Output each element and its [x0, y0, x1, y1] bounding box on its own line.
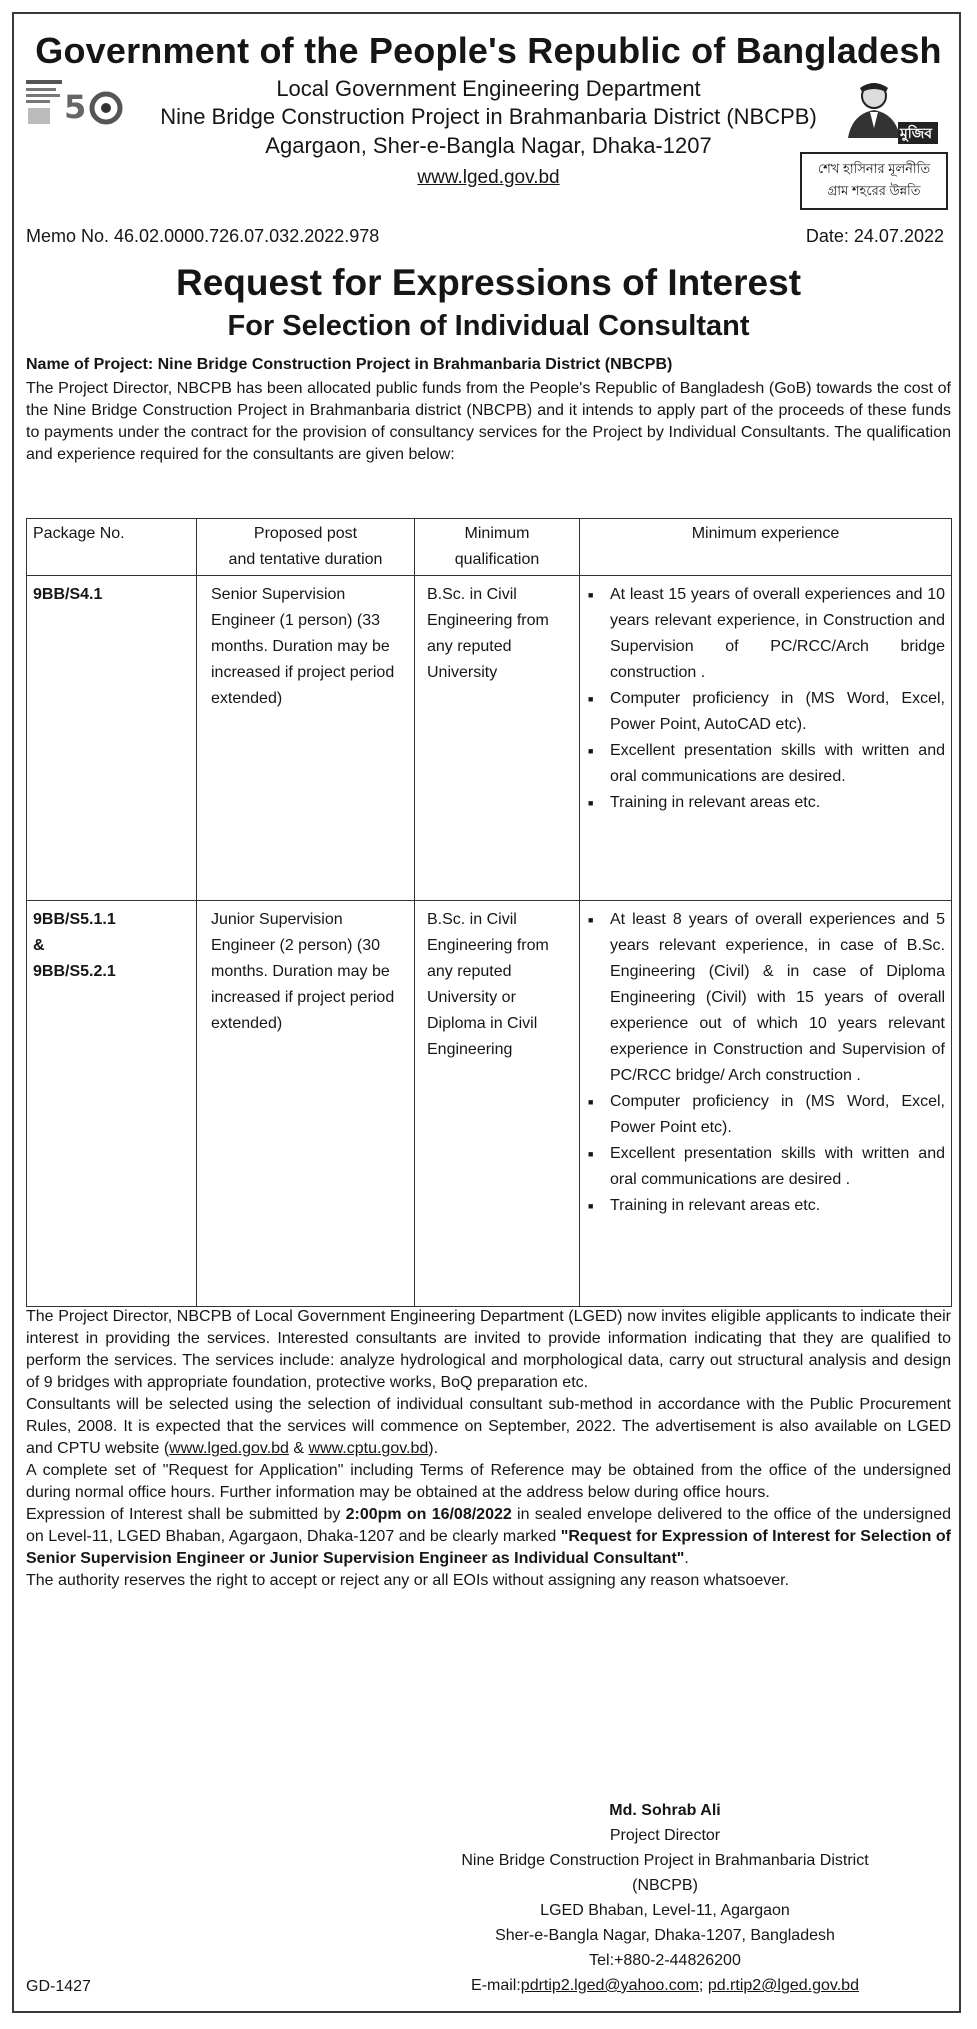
table-row — [27, 576, 952, 901]
header-post: Proposed post and tentative duration — [197, 519, 415, 576]
portrait-icon — [840, 78, 940, 150]
svg-text:5: 5 — [64, 88, 87, 126]
deadline: 2:00pm on 16/08/2022 — [345, 1506, 512, 1523]
cptu-website-link[interactable]: www.cptu.gov.bd — [308, 1440, 429, 1457]
post-cell: Senior Supervision Engineer (1 person) (33 months. Duration may be increased if project period extended) — [197, 576, 415, 901]
submission-paragraph: Expression of Interest shall be submitted by 2:00pm on 16/08/2022 in sealed envelope delivered to the office of the undersigned on Level-11, LGED Bhaban, Agargaon, Dhaka-1207 and be clearly marked "Request for Expression of Interest for Selection of Senior Supervision Engineer or Junior Supervision Engineer as Individual Consultant". — [26, 1506, 952, 1567]
svg-text:মুজিব: মুজিব — [900, 126, 933, 142]
memo-date: Date: 24.07.2022 — [805, 226, 944, 246]
lged-website-link[interactable]: www.lged.gov.bd — [169, 1440, 289, 1457]
list-item: ■ Computer proficiency in (MS Word, Excel, Power Point etc). — [610, 1089, 945, 1141]
authority-paragraph: The authority reserves the right to accept or reject any or all EOIs without assigning any reason whatsoever. — [26, 1572, 790, 1589]
list-item: ■ Excellent presentation skills with written and oral communications are desired. — [610, 738, 945, 790]
signature-block — [405, 1798, 925, 1998]
list-item: ■ Computer proficiency in (MS Word, Excel, Power Point, AutoCAD etc). — [610, 686, 945, 738]
envelope-marking: "Request for Expression of Interest for Selection of Senior Supervision Engineer or Junior Supervision Engineer as Individual Consultant" — [26, 1528, 952, 1567]
header-package: Package No. — [27, 519, 197, 576]
signatory-project: Nine Bridge Construction Project in Brahmanbaria District — [461, 1852, 869, 1869]
body-text — [26, 1306, 951, 1592]
services-paragraph: The Project Director, NBCPB of Local Government Engineering Department (LGED) now invites eligible applicants to indicate their interest in providing the services. Interested consultants are invited to provide information indicating that they are qualified to perform the services. The services include: analyze hydrological and morphological data, carry out structural analysis and design of 9 bridges with appropriate foundation, protective works, BoQ preparation etc. — [26, 1308, 951, 1391]
table-row — [27, 901, 952, 1307]
list-item: ■ Training in relevant areas etc. — [610, 1193, 945, 1219]
office-address: Agargaon, Sher-e-Bangla Nagar, Dhaka-1207 — [265, 133, 712, 158]
qualification-cell: B.Sc. in Civil Engineering from any reputed University or Diploma in Civil Engineering — [415, 901, 580, 1307]
list-item: ■ At least 15 years of overall experiences and 10 years relevant experience, in Construction and Supervision of PC/RCC/Arch bridge construction . — [610, 582, 945, 686]
website-link[interactable]: www.lged.gov.bd — [417, 167, 560, 188]
post-cell: Junior Supervision Engineer (2 person) (30 months. Duration may be increased if project period extended) — [197, 901, 415, 1307]
email-link-1[interactable]: pdrtip2.lged@yahoo.com — [520, 1977, 699, 1994]
document-subtitle: For Selection of Individual Consultant — [227, 310, 750, 342]
government-heading: Government of the People's Republic of Bangladesh — [35, 30, 942, 71]
document-title: Request for Expressions of Interest — [175, 262, 802, 303]
selection-paragraph: Consultants will be selected using the selection of individual consultant sub-method in accordance with the Public Procurement Rules, 2008. It is expected that the services will commence on September, 2022. The advertisement is also available on LGED and CPTU website (www.lged.gov.bd & www.cptu.gov.bd). — [26, 1396, 951, 1457]
slogan-box — [800, 152, 948, 210]
signatory-address-2: Sher-e-Bangla Nagar, Dhaka-1207, Bangladesh — [495, 1927, 835, 1944]
package-cell: 9BB/S5.1.1 & 9BB/S5.2.1 — [27, 901, 197, 1307]
gd-code: GD-1427 — [26, 1978, 91, 1995]
signatory-name: Md. Sohrab Ali — [609, 1802, 721, 1819]
list-item: ■ Excellent presentation skills with written and oral communications are desired . — [610, 1141, 945, 1193]
experience-cell — [580, 576, 952, 901]
signatory-phone: Tel:+880-2-44826200 — [589, 1952, 741, 1969]
application-paragraph: A complete set of "Request for Application" including Terms of Reference may be obtained from the office of the undersigned during normal office hours. Further information may be obtained at the address below during office hours. — [26, 1462, 951, 1501]
intro-paragraph: The Project Director, NBCPB has been allocated public funds from the People's Republic of Bangladesh (GoB) towards the cost of the Nine Bridge Construction Project in Brahmanbaria district (NBCPB) and it intends to apply part of the proceeds of these funds to payments under the contract for the provision of consultancy services for the Project by Individual Consultants. The qualification and experience required for the consultants are given below: — [26, 380, 951, 463]
package-cell: 9BB/S4.1 — [27, 576, 197, 901]
signatory-title: Project Director — [609, 1827, 721, 1844]
slogan-line-2: গ্রাম শহরের উন্নতি — [827, 183, 921, 198]
experience-cell — [580, 901, 952, 1307]
signatory-email: E-mail:pdrtip2.lged@yahoo.com; pd.rtip2@lged.gov.bd — [471, 1977, 859, 1994]
project-name: Nine Bridge Construction Project in Brahmanbaria District (NBCPB) — [160, 104, 817, 129]
department-name: Local Government Engineering Department — [276, 76, 701, 101]
qualification-cell: B.Sc. in Civil Engineering from any reputed University — [415, 576, 580, 901]
signatory-project-abbr: (NBCPB) — [632, 1877, 698, 1894]
slogan-line-1: শেখ হাসিনার মূলনীতি — [817, 161, 931, 176]
list-item: ■ Training in relevant areas etc. — [610, 790, 945, 816]
project-name-line: Name of Project: Nine Bridge Construction Project in Brahmanbaria District (NBCPB) — [26, 356, 673, 373]
header-qualification: Minimum qualification — [415, 519, 580, 576]
email-link-2[interactable]: pd.rtip2@lged.gov.bd — [707, 1977, 859, 1994]
requirements-table — [26, 518, 952, 1307]
list-item: ■ At least 8 years of overall experiences and 5 years relevant experience, in case of B.Sc. Engineering (Civil) & in case of Diploma Engineering (Civil) with 15 years of overall experience out of which 10 years relevant experience in Construction and Supervision of PC/RCC bridge/ Arch construction . — [610, 907, 945, 1089]
table-header-row — [27, 519, 952, 576]
signatory-address-1: LGED Bhaban, Level-11, Agargaon — [540, 1902, 790, 1919]
memo-number: Memo No. 46.02.0000.726.07.032.2022.978 — [26, 226, 380, 246]
header-experience: Minimum experience — [580, 519, 952, 576]
